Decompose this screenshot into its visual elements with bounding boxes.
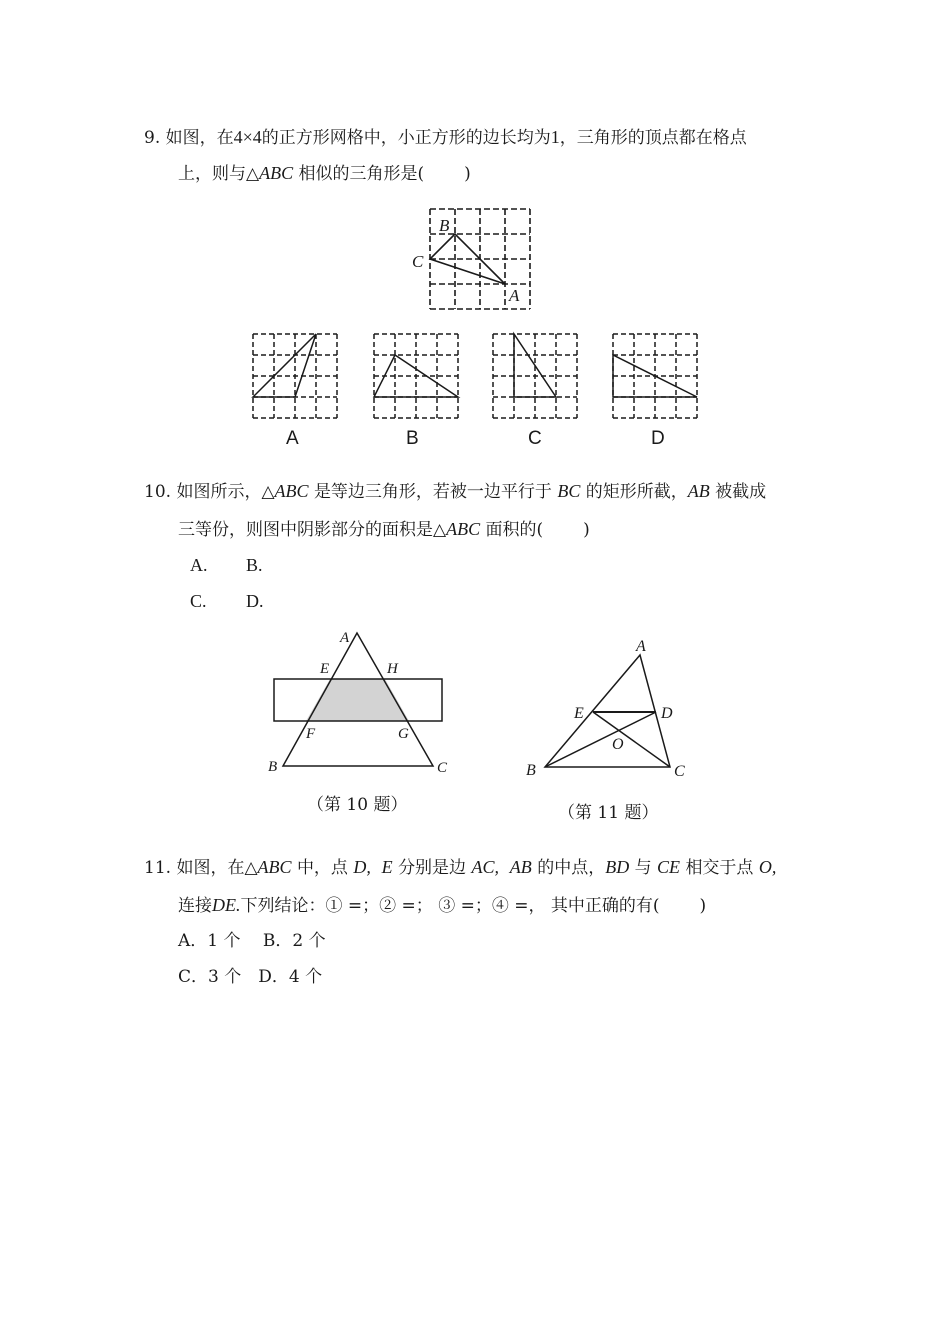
- q10-text: 如图所示，△: [176, 482, 275, 502]
- q9-label-a: A: [509, 286, 520, 305]
- q11-text: 与: [634, 858, 652, 878]
- q11-label-o: O: [612, 736, 624, 753]
- q10-option-c: C.: [190, 591, 207, 611]
- q11-segment-de: DE.: [212, 895, 241, 915]
- q11-point-e: E: [381, 857, 393, 877]
- q10-side-bc: BC: [557, 481, 581, 501]
- q11-label-b: B: [526, 762, 536, 779]
- q9-option-d-label: D: [651, 428, 665, 449]
- q11-point-d: D,: [353, 857, 371, 877]
- q10-triangle-name: ABC: [274, 481, 309, 501]
- q11-side-ab: AB: [509, 857, 532, 877]
- q9-option-a-label: A: [286, 428, 299, 449]
- q11-caption: （第 11 题）: [558, 803, 659, 823]
- q10-number: 10.: [144, 482, 172, 502]
- q9-text: 如图，在: [165, 128, 234, 148]
- q9-text: ，三角形的顶点都在格点: [559, 128, 747, 148]
- q9-number: 9.: [144, 128, 161, 148]
- q10-option-d: D.: [246, 591, 264, 611]
- q11-conclusions: 下列结论：① =；② =； ③ =；④ =， 其中正确的有(: [240, 896, 660, 916]
- q10-text: 面积的(: [485, 520, 544, 540]
- q11-label-e: E: [574, 705, 584, 722]
- q11-triangle-name: ABC: [257, 857, 292, 877]
- q9-triangle-name: ABC: [259, 163, 294, 183]
- q11-text: 相交于点: [685, 858, 754, 878]
- q9-text: 的正方形网格中，小正方形的边长均为: [261, 128, 551, 148]
- q10-text: 被截成: [715, 482, 767, 502]
- q10-option-a: A.: [190, 555, 208, 575]
- q11-side-ac: AC,: [471, 857, 499, 877]
- q10-triangle-name: ABC: [446, 519, 481, 539]
- q11-options-ab: A．1 个 B．2 个: [178, 931, 326, 951]
- q11-answer-paren: ): [699, 896, 707, 916]
- q9-option-b-label: B: [406, 428, 419, 449]
- q11-label-d: D: [661, 705, 673, 722]
- q11-label-a: A: [636, 638, 646, 655]
- q10-caption: （第 10 题）: [307, 795, 408, 815]
- q11-text: 中，点: [296, 858, 348, 878]
- q9-unit: 1: [550, 127, 560, 147]
- q11-text: 分别是边: [398, 858, 467, 878]
- q11-options-cd: C．3 个 D．4 个: [178, 967, 323, 987]
- q9-answer-paren: ): [464, 164, 471, 184]
- q10-label-b: B: [268, 759, 278, 775]
- q11-text: 的中点，: [537, 858, 606, 878]
- q10-text: 三等份，则图中阴影部分的面积是△: [178, 520, 447, 540]
- q9-option-a-grid: [253, 334, 337, 418]
- q9-label-c: C: [412, 252, 424, 271]
- q11-figure: [545, 655, 670, 767]
- q9-option-a-triangle: [253, 334, 316, 397]
- q10-text: 的矩形所截，: [585, 482, 688, 502]
- q11-segment-bd: BD: [605, 857, 630, 877]
- q10-label-h: H: [387, 661, 398, 677]
- q10-option-b: B.: [246, 555, 263, 575]
- q9-option-c-grid: [493, 334, 577, 418]
- q9-option-c-label: C: [528, 428, 542, 449]
- q9-grid-size: 4×4: [233, 127, 262, 147]
- q11-number: 11.: [144, 858, 172, 878]
- q9-label-b: B: [439, 216, 450, 235]
- q11-segment-ce: CE: [657, 857, 681, 877]
- q10-shaded-trapezoid: [306, 679, 409, 721]
- q11-text: 连接: [178, 896, 212, 916]
- q11-point-o: O,: [758, 857, 777, 877]
- q10-label-f: F: [306, 726, 316, 742]
- q9-option-b-grid: [374, 334, 458, 418]
- q11-label-c: C: [674, 763, 685, 780]
- q9-text: 上，则与△: [178, 164, 260, 184]
- q10-label-c: C: [437, 760, 448, 776]
- q11-text: 如图，在△: [176, 858, 258, 878]
- q10-label-a: A: [340, 630, 350, 646]
- q10-label-e: E: [320, 661, 330, 677]
- q10-answer-paren: ): [583, 520, 590, 540]
- q10-side-ab: AB: [687, 481, 710, 501]
- q10-label-g: G: [398, 726, 409, 742]
- q10-text: 是等边三角形，若被一边平行于: [313, 482, 552, 502]
- q9-text: 相似的三角形是(: [298, 164, 425, 184]
